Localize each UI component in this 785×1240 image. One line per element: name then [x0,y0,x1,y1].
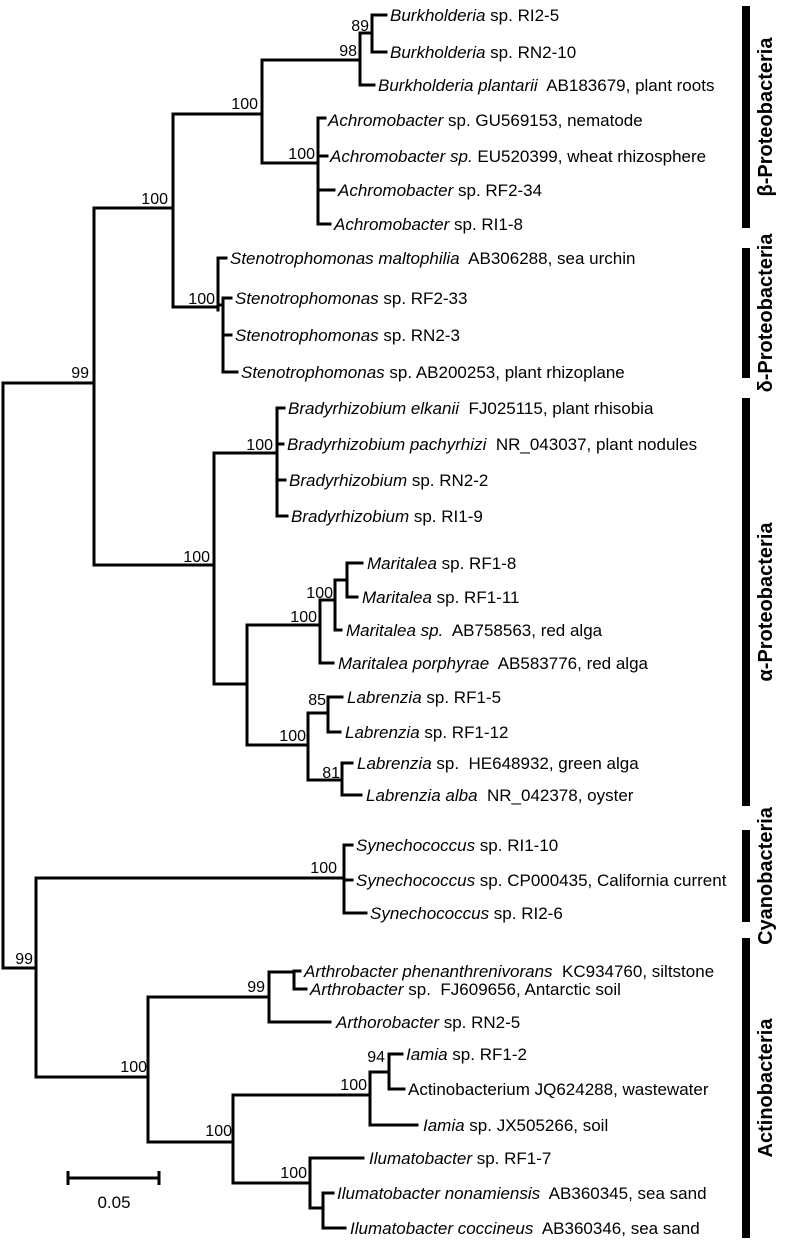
taxon-label [370,904,563,923]
group-bar-alpha-proteobacteria [742,398,750,806]
taxon-annotation: sp. RN2-5 [439,1013,521,1032]
taxon-sci-name: Synechococcus [370,904,490,923]
taxon-annotation: AB758563, red alga [443,621,603,640]
taxon-label [390,43,576,62]
taxon-sci-name: Labrenzia [347,688,422,707]
taxon-label [357,754,639,773]
taxon-annotation: KC934760, siltstone [552,962,715,981]
bootstrap-values [15,18,385,1182]
taxon-label [366,786,634,805]
taxon-label [362,588,519,607]
taxon-sci-name: Stenotrophomonas maltophilia [230,249,460,268]
bootstrap-value: 94 [367,1049,385,1066]
bootstrap-value: 99 [71,365,89,382]
taxon-annotation: EU520399, wheat rhizosphere [472,147,707,166]
taxon-label [347,688,501,707]
taxon-annotation: sp. RF1-2 [447,1045,527,1064]
bootstrap-value: 89 [351,18,369,35]
taxon-sci-name: Arthrobacter [310,980,404,999]
bootstrap-value: 100 [279,728,306,745]
scale-bar [68,1171,159,1185]
group-label-delta-proteobacteria: δ-Proteobacteria [755,233,777,393]
bootstrap-value: 100 [183,549,210,566]
taxon-sci-name: Arthrobacter phenanthrenivorans [304,962,553,981]
taxon-label [338,654,649,673]
branch-iamia-pair [389,1054,404,1089]
branch-burkholderia-pair [372,15,386,52]
bootstrap-value: 99 [15,951,33,968]
scale-bar-label: 0.05 [97,1193,131,1212]
taxon-annotation: sp. RN2-3 [378,326,460,345]
bootstrap-value: 81 [322,765,340,782]
taxon-label [406,1045,527,1064]
branch-cyano-actino-node [36,878,344,1077]
taxon-sci-name: Bradyrhizobium elkanii [288,399,460,418]
taxon-sci-name: Stenotrophomonas [235,289,379,308]
taxon-annotation: Actinobacterium JQ624288, wastewater [408,1080,709,1099]
taxon-label [327,111,643,130]
taxon-annotation: sp. RF2-34 [453,181,543,200]
taxon-annotation: sp. JX505266, soil [464,1116,609,1135]
taxon-annotation: NR_042378, oyster [477,786,634,805]
taxon-label [369,1149,551,1168]
bootstrap-value: 98 [339,43,357,60]
taxon-sci-name: Stenotrophomonas [241,363,385,382]
taxon-annotation: sp. AB200253, plant rhizoplane [384,363,625,382]
branch-root [3,383,94,968]
branch-labrenzia-pair1 [328,697,342,732]
taxon-sci-name: Bradyrhizobium [291,507,410,526]
taxon-label [333,215,523,234]
taxon-label [241,363,625,382]
taxon-label [423,1116,608,1135]
taxon-sci-name: Bradyrhizobium pachyrhizi [287,435,487,454]
taxon-label [356,871,727,890]
bootstrap-value: 100 [306,585,333,602]
taxon-sci-name: Arthorobacter [336,1013,439,1032]
taxon-annotation: sp. RF1-5 [421,688,502,707]
taxon-label [335,1013,520,1032]
taxon-annotation: sp. RF1-11 [431,588,520,607]
group-bar-actinobacteria [742,938,750,1238]
group-label-cyanobacteria: Cyanobacteria [755,807,777,945]
taxon-annotation: sp. RI1-9 [409,507,483,526]
taxon-sci-name: Burkholderia plantarii [378,76,538,95]
taxon-annotation: sp. RF1-8 [436,554,517,573]
branch-achromobacter-clade [318,118,330,224]
taxon-label [230,249,635,268]
taxon-annotation: sp. GU569153, nematode [443,111,643,130]
taxon-annotation: FJ025115, plant rhisobia [459,399,654,418]
taxon-annotation: sp. RI1-8 [449,215,523,234]
bootstrap-value: 100 [246,437,273,454]
taxon-sci-name: Maritalea [362,588,432,607]
taxon-annotation: sp. RN2-2 [407,471,489,490]
taxon-annotation: sp. HE648932, green alga [431,754,639,773]
bootstrap-value: 100 [288,146,315,163]
group-bar-delta-proteobacteria [742,248,750,378]
taxon-annotation: sp. RF1-7 [472,1149,552,1168]
taxon-label [337,181,542,200]
bootstrap-value: 100 [340,1077,367,1094]
taxon-sci-name: Achromobacter [338,181,454,200]
taxon-sci-name: Burkholderia [390,43,486,62]
taxon-annotation: AB183679, plant roots [537,76,715,95]
group-annotations [742,6,777,1238]
taxon-annotation: sp. RI2-6 [489,904,563,923]
taxon-sci-name: Synechococcus [356,871,476,890]
taxon-sci-name: Labrenzia [357,754,432,773]
taxon-sci-name: Labrenzia [345,723,420,742]
bootstrap-value: 100 [120,1059,147,1076]
taxon-label [309,980,621,999]
branch-maritalea-node-b [320,600,335,663]
group-label-actinobacteria: Actinobacteria [755,1018,777,1158]
taxon-label [408,1080,709,1099]
taxon-sci-name: Achromobacter [328,111,444,130]
taxon-sci-name: Synechococcus [356,836,476,855]
group-bar-cyanobacteria [742,830,750,922]
taxon-label [329,147,706,166]
taxon-label [345,723,508,742]
taxon-annotation: NR_043037, plant nodules [486,435,698,454]
taxon-label [303,962,714,981]
bootstrap-value: 85 [308,692,326,709]
group-bar-beta-proteobacteria [742,6,750,228]
branch-actinobacteria-spine [148,997,269,1142]
taxon-annotation: sp. RF2-33 [378,289,468,308]
branch-proteobacteria-node [94,208,214,565]
taxon-annotation: sp. FJ609656, Antarctic soil [403,980,621,999]
taxon-label [346,621,603,640]
taxon-label [291,507,483,526]
branch-bradyrhizobium-clade [277,408,287,516]
taxon-annotation: sp. RI2-5 [485,6,560,25]
bootstrap-value: 99 [247,979,265,996]
taxon-annotation: AB306288, sea urchin [459,249,636,268]
taxon-annotation: sp. RF1-12 [419,723,509,742]
bootstrap-value: 100 [231,96,258,113]
taxon-sci-name: Maritalea sp. [346,621,444,640]
taxon-label [367,554,516,573]
group-label-beta-proteobacteria: β-Proteobacteria [755,37,777,197]
taxon-label [356,836,558,855]
taxon-annotation: AB583776, red alga [489,654,648,673]
taxon-sci-name: Iamia [423,1116,465,1135]
taxon-sci-name: Bradyrhizobium [289,471,408,490]
taxon-annotation: sp. RI1-10 [475,836,559,855]
taxon-annotation: AB360346, sea sand [533,1219,700,1238]
scale-bar-group [68,1171,159,1212]
bootstrap-value: 100 [188,291,215,308]
bootstrap-value: 100 [205,1123,232,1140]
taxon-label [350,1219,700,1238]
taxon-sci-name: Maritalea porphyrae [338,654,490,673]
taxon-sci-name: Maritalea [367,554,437,573]
taxon-label [390,6,559,25]
bootstrap-value: 100 [310,860,337,877]
bootstrap-value: 100 [290,609,317,626]
taxon-label [235,326,460,345]
taxon-label [288,399,654,418]
taxon-sci-name: Ilumatobacter nonamiensis [337,1184,541,1203]
bootstrap-value: 100 [280,1165,307,1182]
branch-maritalea-pair [347,563,362,597]
taxon-label [289,471,488,490]
taxon-sci-name: Labrenzia alba [366,786,478,805]
taxon-sci-name: Burkholderia [390,6,486,25]
taxon-sci-name: Stenotrophomonas [235,326,379,345]
taxon-annotation: sp. CP000435, California current [475,871,727,890]
taxon-label [378,76,714,95]
taxon-label [337,1184,707,1203]
taxon-annotation: sp. RN2-10 [485,43,577,62]
taxon-sci-name: Ilumatobacter coccineus [350,1219,534,1238]
taxon-annotation: AB360345, sea sand [540,1184,707,1203]
taxon-sci-name: Iamia [406,1045,448,1064]
branch-stenotrophomonas-clade [218,258,237,372]
bootstrap-value: 100 [141,191,168,208]
taxon-label [235,289,467,308]
taxon-sci-name: Ilumatobacter [369,1149,472,1168]
taxon-sci-name: Achromobacter sp. [330,147,473,166]
taxon-label [287,435,697,454]
group-label-alpha-proteobacteria: α-Proteobacteria [755,522,777,682]
taxon-sci-name: Achromobacter [334,215,450,234]
